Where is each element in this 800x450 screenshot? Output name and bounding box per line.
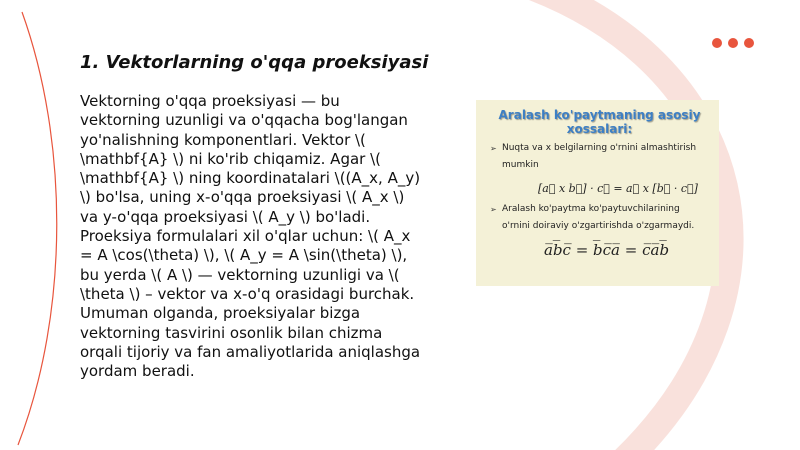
slide-title: 1. Vektorlarning o'qqa proeksiyasi (80, 52, 429, 73)
dot-icon (744, 38, 754, 48)
formula-cyclic: a̅b̅c̅ = b̅c̅a̅ = c̅a̅b̅ (544, 241, 670, 259)
property-text: Nuqta va x belgilarning o'rnini almashtirish mumkin (502, 143, 697, 170)
menu-dots-icon[interactable] (712, 38, 754, 48)
dot-icon (728, 38, 738, 48)
dot-icon (712, 38, 722, 48)
property-item (490, 201, 709, 235)
arrow-bullet-icon: ➢ (490, 144, 497, 153)
arrow-bullet-icon: ➢ (490, 205, 497, 214)
card-title: Aralash ko'paytmaning asosiy xossalari: (498, 108, 701, 136)
property-item (490, 140, 709, 174)
property-text: Aralash ko'paytma ko'paytuvchilarining o'rnini doiraviy o'zgartirishda o'zgarmaydi. (502, 204, 695, 231)
properties-card (476, 100, 719, 286)
formula-mixed-product: [a⃗ x b⃗] · c⃗ = a⃗ x [b⃗ · c⃗] (538, 182, 698, 195)
slide-body-text: Vektorning o'qqa proeksiyasi — bu vektorning uzunligi va o'qqacha bog'langan yo'nalishning komponentlari. Vektor \( \mathbf{A} \) ni ko'rib chiqamiz. Agar \( \mathbf{A} \) ning koordinatalari \((A_x, A_y) \) bo'lsa, uning x-o'qqa proeksiyasi \( A_x \) va y-o'qqa proeksiyasi \( A_y \) bo'ladi. Proeksiya formulalari xil o'qlar uchun: \( A_x = A \cos(\theta) \), \( A_y = A \sin(\theta) \), bu yerda \( A \) — vektorning uzunligi va \( \theta \) – vektor va x-o'q orasidagi burchak. Umuman olganda, proeksiyalar bizga vektorning tasvirini osonlik bilan chizma orqali tijoriy va fan amaliyotlarida aniqlashga yordam beradi. (80, 92, 421, 381)
